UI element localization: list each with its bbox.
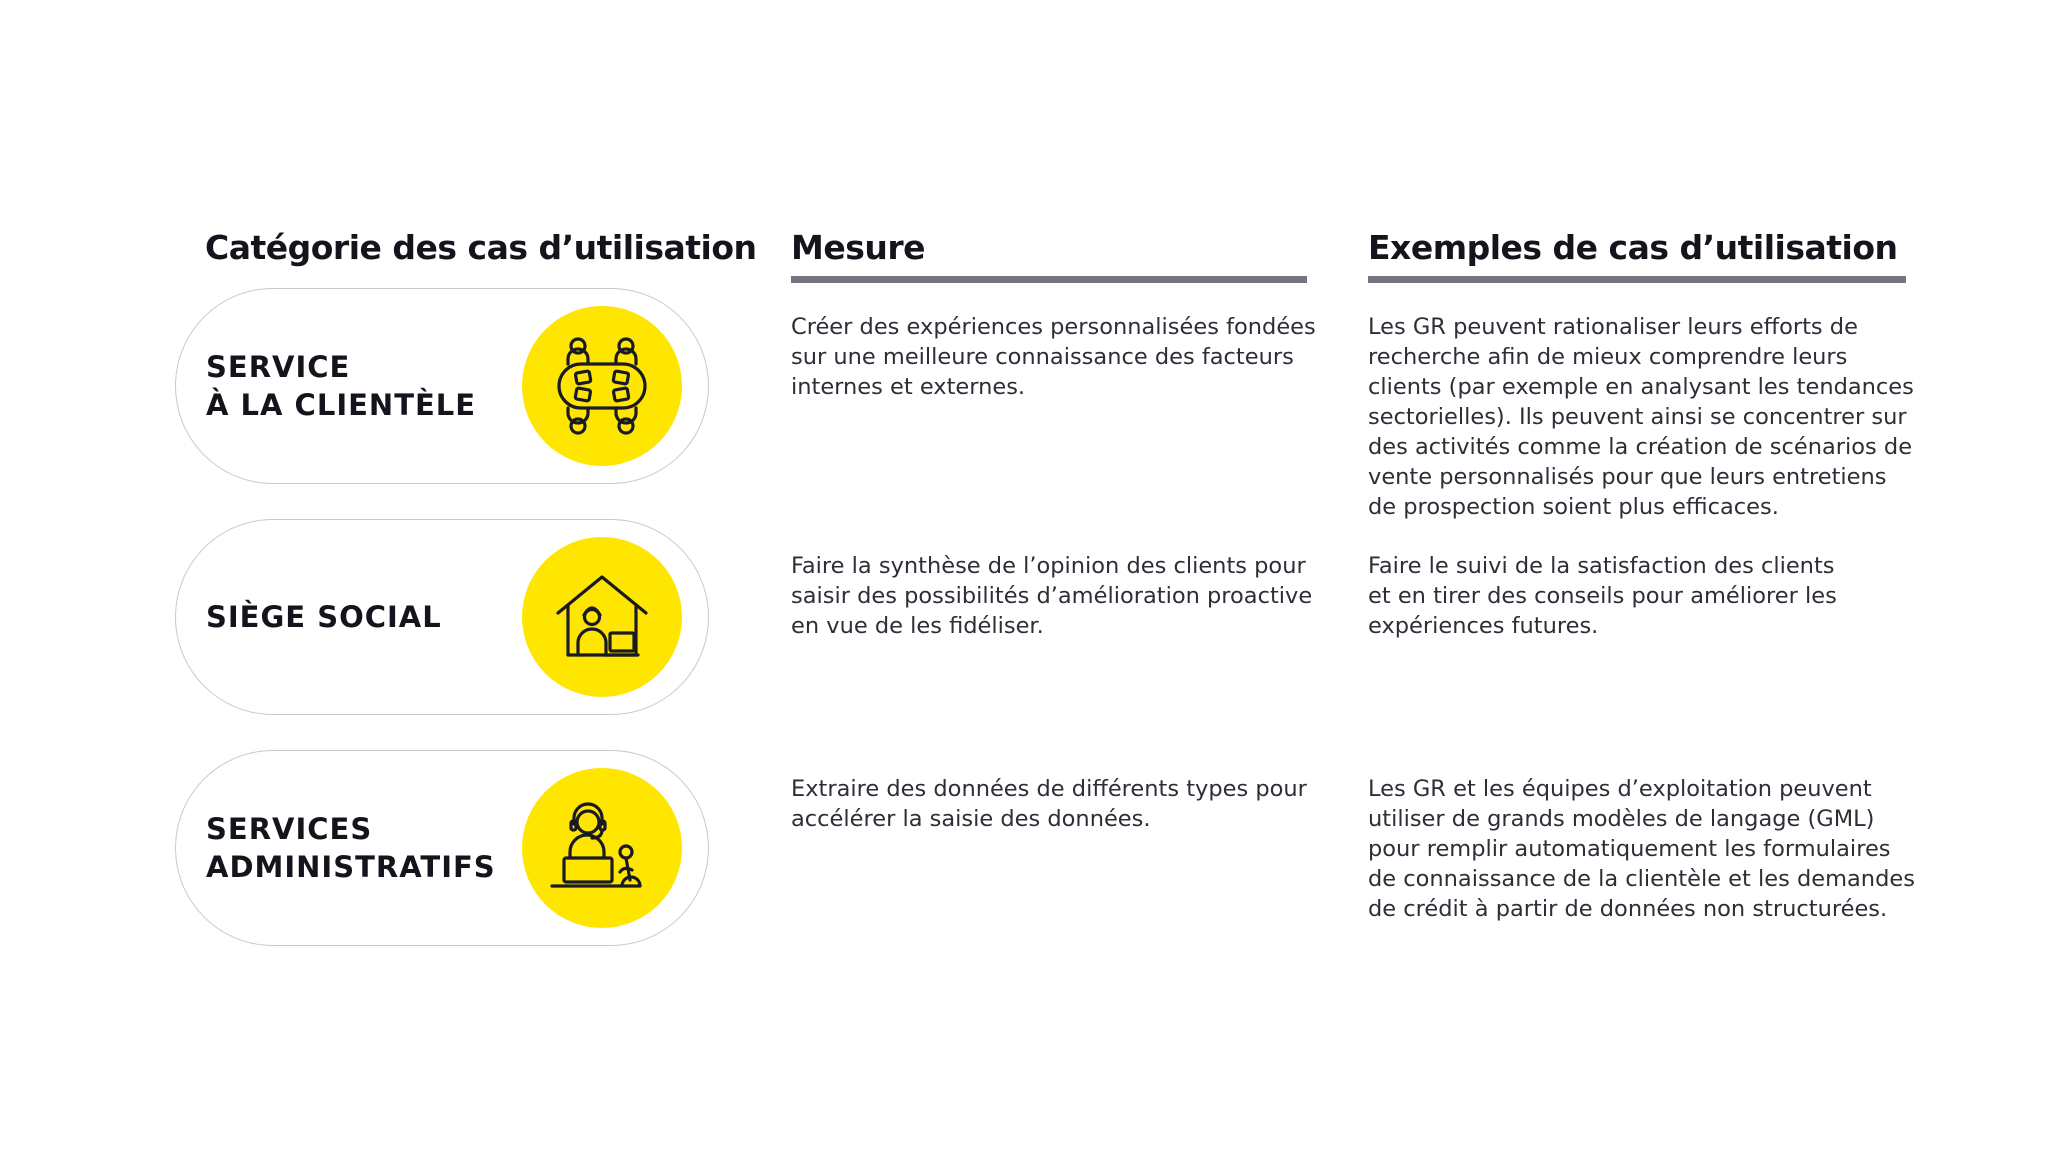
example-text-back-office: Les GR et les équipes d’exploitation peuvent utiliser de grands modèles de langage (GML) pour remplir automatiquement les formulaires de connaissance de la clientèle et les demandes de crédit à partir de données non structurées.: [1368, 776, 1915, 922]
category-label: SIÈGE SOCIAL: [206, 600, 442, 634]
examples-header-rule: [1368, 276, 1906, 283]
category-label: SERVICES ADMINISTRATIFS: [206, 812, 496, 884]
category-pill-head-office: [175, 519, 709, 715]
category-column-header: Catégorie des cas d’utilisation: [205, 228, 757, 267]
measure-column-header: Mesure: [791, 228, 926, 267]
example-text-head-office: Faire le suivi de la satisfaction des clients et en tirer des conseils pour améliorer les expériences futures.: [1368, 553, 1837, 639]
measure-text-back-office: Extraire des données de différents types pour accélérer la saisie des données.: [791, 776, 1307, 832]
example-text-customer-service: Les GR peuvent rationaliser leurs efforts de recherche afin de mieux comprendre leurs clients (par exemple en analysant les tendances sectorielles). Ils peuvent ainsi se concentrer sur des activités comme la création de scénarios de vente personnalisés pour que leurs entretiens de prospection soient plus efficaces.: [1368, 314, 1914, 520]
category-pill-customer-service: [175, 288, 709, 484]
headset-operator-icon: [522, 768, 682, 928]
icon-badge: [522, 306, 682, 466]
examples-column-header: Exemples de cas d’utilisation: [1368, 228, 1898, 267]
icon-badge: [522, 537, 682, 697]
measure-header-rule: [791, 276, 1307, 283]
meeting-table-icon: [522, 306, 682, 466]
icon-badge: [522, 768, 682, 928]
measure-text-customer-service: Créer des expériences personnalisées fondées sur une meilleure connaissance des facteurs internes et externes.: [791, 314, 1316, 400]
category-label: SERVICE À LA CLIENTÈLE: [206, 350, 477, 422]
home-office-icon: [522, 537, 682, 697]
measure-text-head-office: Faire la synthèse de l’opinion des clients pour saisir des possibilités d’amélioration proactive en vue de les fidéliser.: [791, 553, 1313, 639]
category-pill-back-office: [175, 750, 709, 946]
